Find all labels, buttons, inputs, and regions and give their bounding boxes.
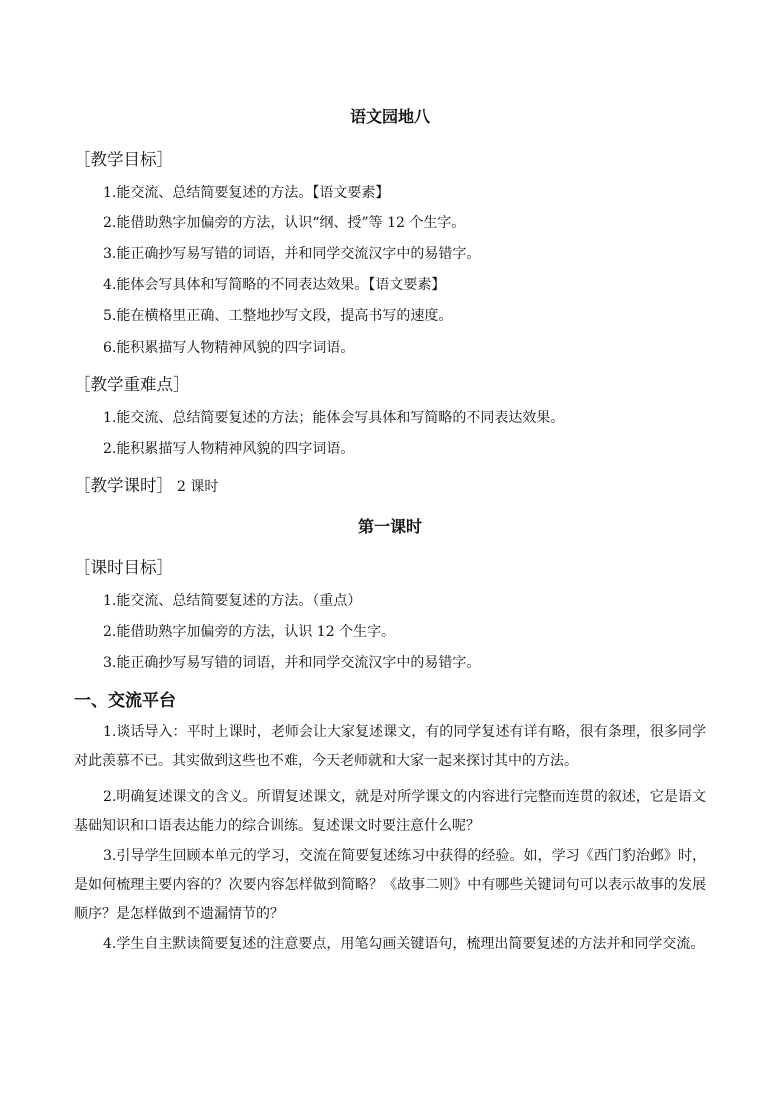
objectives-heading: ［教学目标］ [74,150,173,169]
objective-item-2: 2.能借助熟字加偏旁的方法，认识“纲、授”等 12 个生字。 [103,215,466,231]
paragraph-3: 3.引导学生回顾本单元的学习，交流在简要复述练习中获得的经验。如，学习《西门豹治邺》时，是如何梳理主要内容的？次要内容怎样做到简略？《故事二则》中有哪些关键词句可以表示故事的发展顺序？是怎样做到不遗漏情节的？ [74,848,706,922]
objective-item-6: 6.能积累描写人物精神风貌的四字词语。 [103,340,355,356]
paragraph-1: 1.谈话导入：平时上课时，老师会让大家复述课文，有的同学复述有详有略，很有条理，很多同学对此羡慕不已。其实做到这些也不难，今天老师就和大家一起来探讨其中的方法。 [74,724,706,769]
key-point-item-1: 1.能交流、总结简要复述的方法；能体会写具体和写简略的不同表达效果。 [103,410,565,426]
objective-item-4: 4.能体会写具体和写简略的不同表达效果。【语文要素】 [103,277,446,293]
objective-item-1: 1.能交流、总结简要复述的方法。【语文要素】 [103,185,390,201]
class-hours-value: 2 课时 [177,479,219,495]
lesson1-title: 第一课时 [357,517,422,536]
key-point-item-2: 2.能积累描写人物精神风貌的四字词语。 [103,441,355,457]
objective-item-3: 3.能正确抄写易写错的词语，并和同学交流汉字中的易错字。 [103,246,481,262]
section-exchange-platform-title: 一、交流平台 [74,691,176,711]
lesson-goal-item-3: 3.能正确抄写易写错的词语，并和同学交流汉字中的易错字。 [103,655,481,671]
paragraph-4: 4.学生自主默读简要复述的注意要点，用笔勾画关键语句，梳理出简要复述的方法并和同学交流。 [103,936,705,952]
lesson-goal-item-1: 1.能交流、总结简要复述的方法。（重点） [103,593,362,609]
key-points-heading: ［教学重难点］ [74,375,190,394]
class-hours-line [74,472,218,496]
class-hours-heading: ［教学课时］ [74,476,173,495]
document-title: 语文园地八 [349,107,430,126]
paragraph-2: 2.明确复述课文的含义。所谓复述课文，就是对所学课文的内容进行完整而连贯的叙述，它是语文基础知识和口语表达能力的综合训练。复述课文时要注意什么呢？ [74,789,706,834]
objective-item-5: 5.能在横格里正确、工整地抄写文段，提高书写的速度。 [103,308,453,324]
lesson-goals-heading: ［课时目标］ [74,558,173,577]
lesson-goal-item-2: 2.能借助熟字加偏旁的方法，认识 12 个生字。 [103,624,396,640]
